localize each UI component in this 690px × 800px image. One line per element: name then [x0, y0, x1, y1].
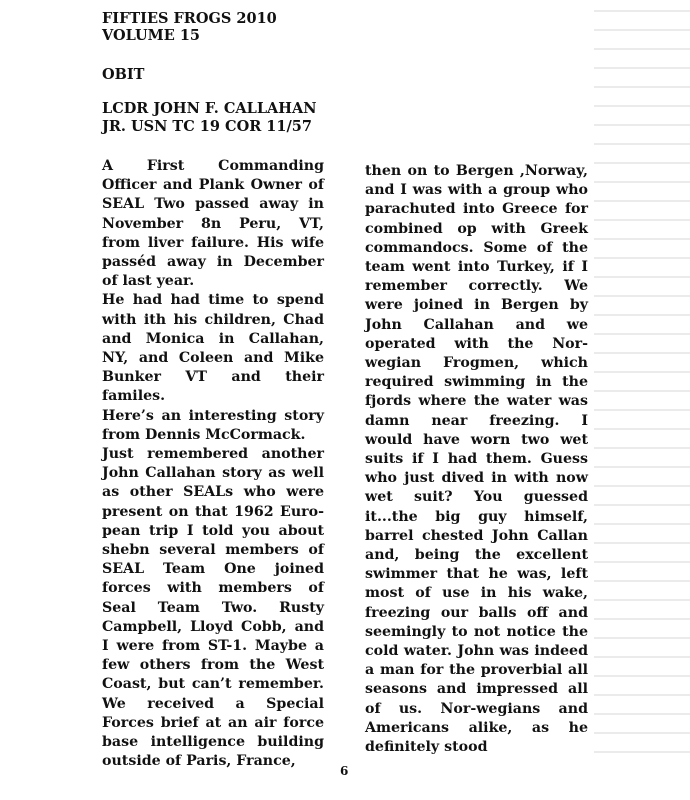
newsletter-header [102, 10, 277, 44]
paragraph: Here’s an interesting story from Dennis McCormack. [102, 407, 324, 443]
obituary-name [102, 100, 362, 136]
page-number: 6 [340, 764, 349, 778]
section-heading: OBIT [102, 66, 145, 83]
page-bleed-through [594, 10, 690, 770]
newsletter-title: FIFTIES FROGS 2010 [102, 10, 277, 27]
right-column [365, 162, 588, 757]
volume-label: VOLUME 15 [102, 27, 201, 44]
left-column [102, 157, 324, 772]
name-line-2: JR. USN TC 19 COR 11/57 [102, 118, 312, 135]
paragraph: Just remembered another John Callahan story as well as other SEALs who were present on that 1962 Euro-pean trip I told you about shebn several members of SEAL Team One joined forces with members of Seal Team Two. Rusty Campbell, Lloyd Cobb, and I were from ST-1. Maybe a few others from the West Coast, but can’t remember. We received a Special Forces brief at an air force base intelligence building outside of Paris, France, [102, 446, 324, 770]
name-line-1: LCDR JOHN F. CALLAHAN [102, 100, 317, 117]
paragraph: He had had time to spend with ith his children, Chad and Monica in Callahan, NY, and Coleen and Mike Bunker VT and their familes. [102, 292, 324, 405]
paragraph: A First Commanding Officer and Plank Owner of SEAL Two passed away in November 8n Peru, VT, from liver failure. His wife passéd away in December of last year. [102, 158, 324, 290]
paragraph: then on to Bergen ,Norway, and I was with a group who parachuted into Greece for combined op with Greek commandocs. Some of the team went into Turkey, if I remember correctly. We were joined in Bergen by John Callahan and we operated with the Nor-wegian Frogmen, which required swimming in the fjords where the water was damn near freezing. I would have worn two wet suits if I had them. Guess who just dived in with now wet suit? You guessed it...the big guy himself, barrel chested John Callan and, being the excellent swimmer that he was, left most of use in his wake, freezing our balls off and seemingly to not notice the cold water. John was indeed a man for the proverbial all seasons and impressed all of us. Nor-wegians and Americans alike, as he definitely stood [365, 163, 588, 756]
